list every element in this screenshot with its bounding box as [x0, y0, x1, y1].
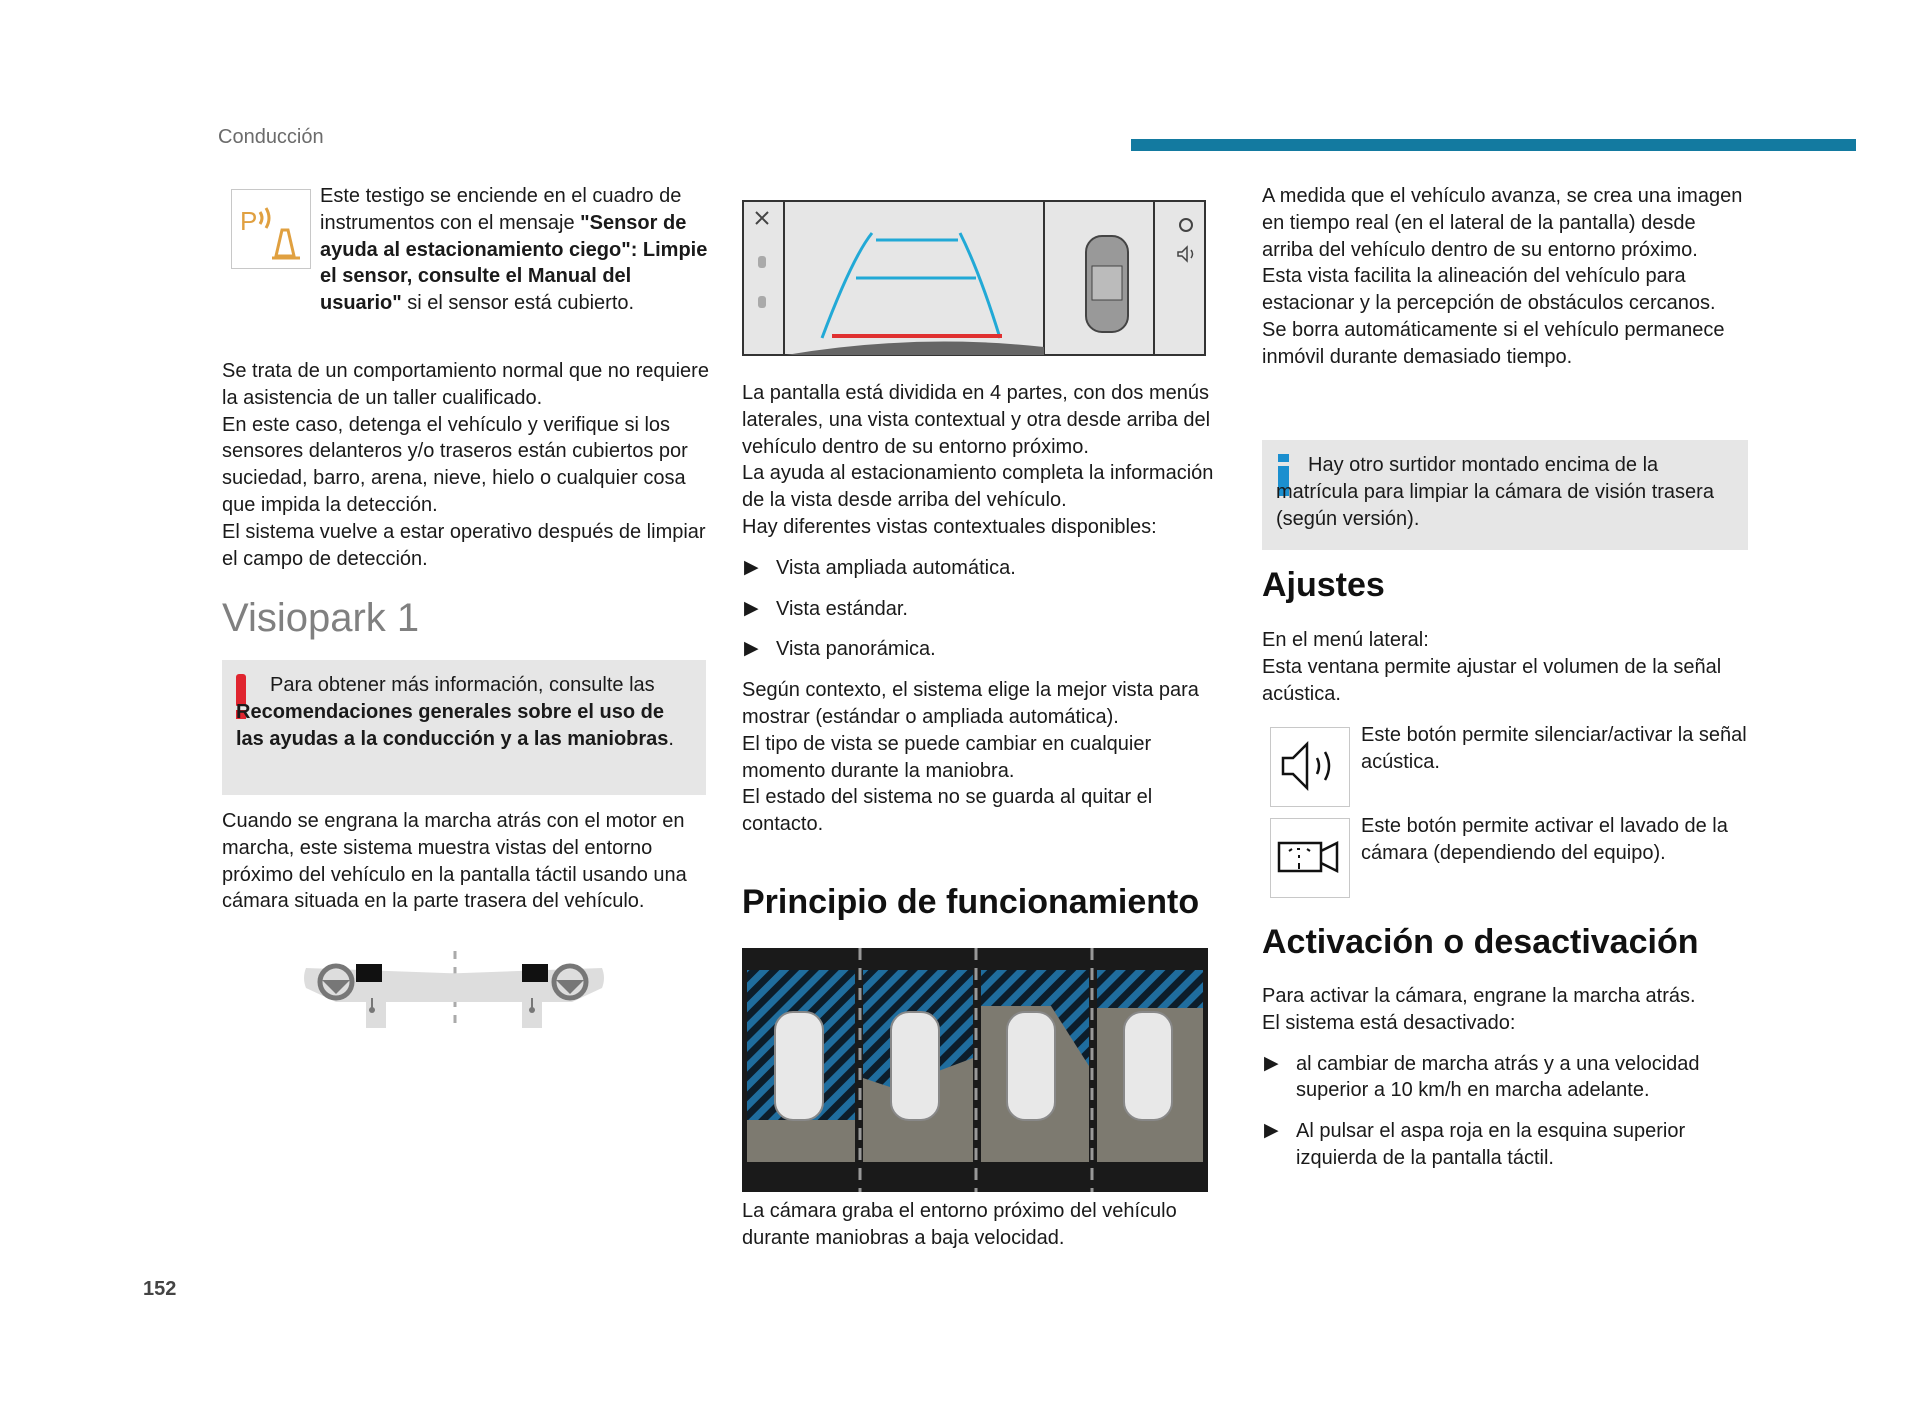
list-item — [1262, 1118, 1757, 1172]
paragraph: Esta vista facilita la alineación del vehículo para estacionar y la percepción de obstáculos cercanos. — [1262, 265, 1716, 315]
column-1-text — [222, 358, 712, 572]
steering-position-illustration — [300, 948, 610, 1036]
bullet-arrow-icon: ▶ — [1264, 1052, 1279, 1074]
text: si el sensor está cubierto. — [401, 292, 635, 315]
heading-visiopark: Visiopark 1 — [222, 596, 420, 640]
parking-sensor-warning-icon — [231, 189, 311, 269]
list-item-text: Vista panorámica. — [776, 638, 936, 661]
info-box — [1262, 440, 1748, 550]
warning-message: "Sensor de ayuda al estacionamiento ciego": Limpie el sensor, consulte el Manual del usuario" — [320, 211, 708, 315]
page-number: 152 — [143, 1278, 177, 1300]
camera-views-illustration — [742, 948, 1208, 1200]
list-item-text: Vista estándar. — [776, 597, 908, 620]
bullet-arrow-icon: ▶ — [744, 638, 759, 660]
list-item — [742, 555, 1232, 582]
info-text: Hay otro surtidor montado encima de la matrícula para limpiar la cámara de visión trasera (según versión). — [1276, 454, 1714, 530]
paragraph: La pantalla está dividida en 4 partes, con dos menús laterales, una vista contextual y otra desde arriba del vehículo dentro de su entorno próximo. — [742, 382, 1211, 458]
paragraph: Según contexto, el sistema elige la mejor vista para mostrar (estándar o ampliada automática). — [742, 679, 1199, 728]
settings-text — [1262, 627, 1752, 707]
paragraph: Esta ventana permite ajustar el volumen de la señal acústica. — [1262, 655, 1722, 705]
paragraph: El estado del sistema no se guarda al quitar el contacto. — [742, 786, 1153, 836]
note-box — [222, 660, 706, 795]
paragraph: Hay diferentes vistas contextuales disponibles: — [742, 515, 1157, 538]
text: . — [668, 727, 674, 750]
warning-light-text — [320, 183, 710, 317]
paragraph: El sistema vuelve a estar operativo después de limpiar el campo de detección. — [222, 520, 706, 570]
wash-button-description: Este botón permite activar el lavado de la cámara (dependiendo del equipo). — [1361, 815, 1728, 864]
paragraph: El sistema está desactivado: — [1262, 1011, 1516, 1034]
paragraph: La ayuda al estacionamiento completa la información de la vista desde arriba del vehículo. — [742, 462, 1214, 512]
paragraph: Se borra automáticamente si el vehículo permanece inmóvil durante demasiado tiempo. — [1262, 318, 1725, 368]
list-item-text: al cambiar de marcha atrás y a una velocidad superior a 10 km/h en marcha adelante. — [1296, 1052, 1700, 1102]
column-3-text — [1262, 183, 1752, 371]
paragraph: El tipo de vista se puede cambiar en cualquier momento durante la maniobra. — [742, 732, 1152, 782]
bullet-arrow-icon: ▶ — [1264, 1120, 1279, 1142]
heading-operating-principle: Principio de funcionamiento — [742, 883, 1200, 921]
list-item-text: Vista ampliada automática. — [776, 556, 1016, 579]
bullet-arrow-icon: ▶ — [744, 597, 759, 619]
svg-text:P: P — [240, 206, 258, 236]
paragraph: En el menú lateral: — [1262, 629, 1429, 651]
section-title: Conducción — [218, 126, 324, 148]
sound-button-description: Este botón permite silenciar/activar la señal acústica. — [1361, 724, 1747, 773]
bullet-arrow-icon: ▶ — [744, 556, 759, 578]
note-bold: Recomendaciones generales sobre el uso de las ayudas a la conducción y a las maniobras — [236, 700, 669, 750]
list-item — [742, 636, 1232, 663]
list-item-text: Al pulsar el aspa roja en la esquina superior izquierda de la pantalla táctil. — [1296, 1120, 1686, 1169]
list-item — [742, 596, 1232, 623]
speaker-icon — [1270, 727, 1350, 807]
camera-wash-icon — [1270, 818, 1350, 898]
section-accent-bar — [1131, 139, 1856, 151]
text: Este testigo se enciende en el cuadro de instrumentos con el mensaje — [320, 185, 682, 234]
touchscreen-illustration — [742, 200, 1206, 365]
figure-caption: La cámara graba el entorno próximo del vehículo durante maniobras a baja velocidad. — [742, 1200, 1177, 1249]
activation-text — [1262, 983, 1757, 1186]
note-text — [236, 672, 696, 752]
paragraph: A medida que el vehículo avanza, se crea una imagen en tiempo real (en el lateral de la pantalla) desde arriba del vehículo dentro de su entorno próximo. — [1262, 185, 1743, 261]
paragraph: En este caso, detenga el vehículo y verifique si los sensores delanteros y/o traseros están cubiertos por suciedad, barro, arena, nieve, hielo o cualquier cosa que impida la detección. — [222, 413, 688, 516]
column-2-text — [742, 380, 1232, 838]
paragraph: Para activar la cámara, engrane la marcha atrás. — [1262, 985, 1696, 1007]
heading-activation: Activación o desactivación — [1262, 923, 1699, 961]
heading-settings: Ajustes — [1262, 566, 1385, 604]
paragraph: Se trata de un comportamiento normal que no requiere la asistencia de un taller cualificado. — [222, 360, 709, 409]
list-item — [1262, 1051, 1757, 1105]
text: Para obtener más información, consulte las — [270, 674, 655, 696]
paragraph: Cuando se engrana la marcha atrás con el motor en marcha, este sistema muestra vistas del entorno próximo del vehículo en la pantalla táctil usando una cámara situada en la parte trasera del vehículo. — [222, 810, 687, 913]
